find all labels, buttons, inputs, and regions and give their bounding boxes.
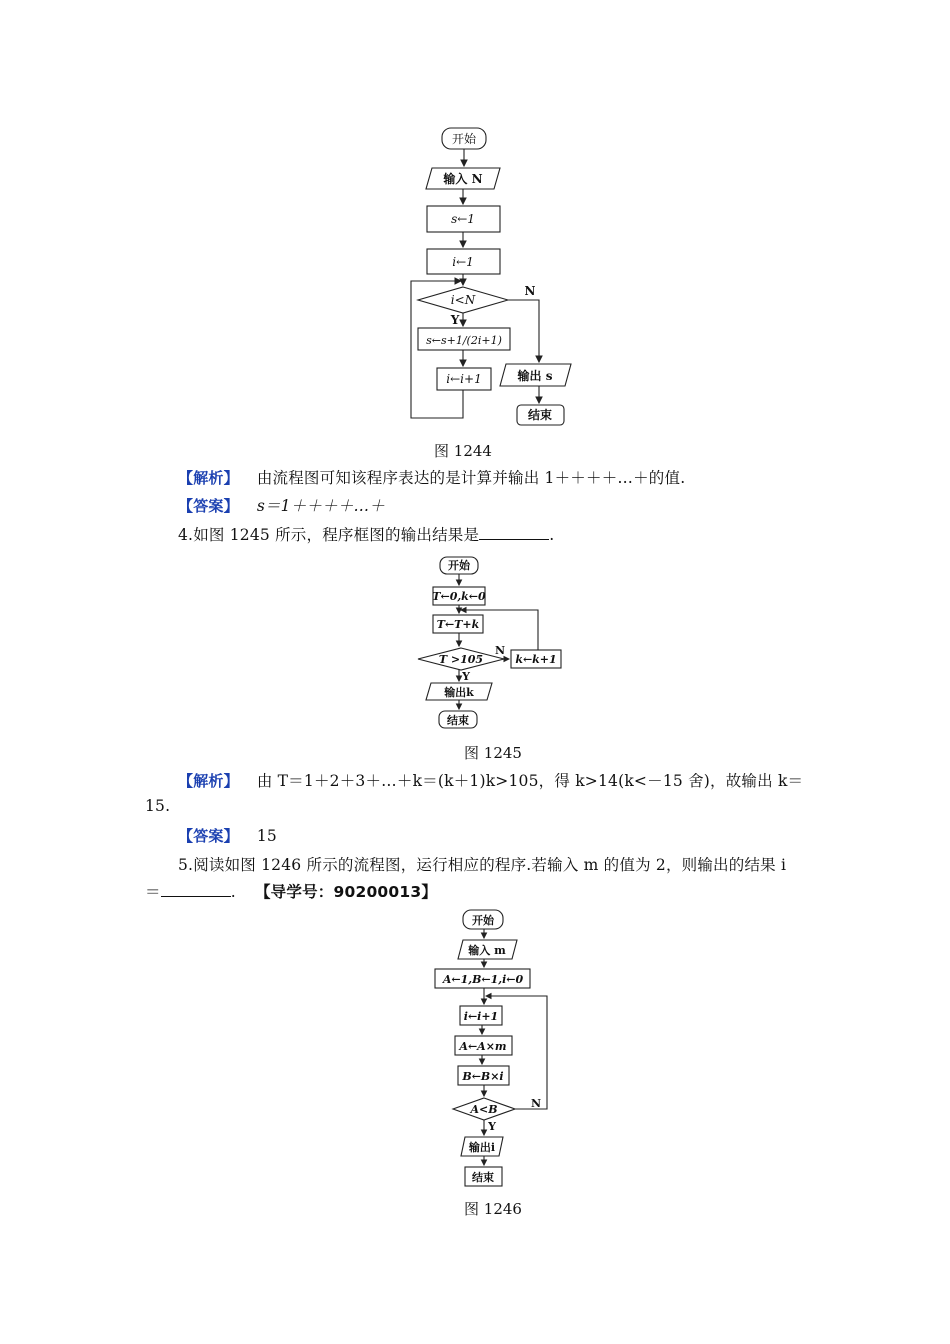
- analysis-tag: 【解析】: [178, 772, 239, 790]
- answer-blank: [161, 882, 231, 897]
- question-4: [178, 523, 554, 545]
- question-4-period: .: [549, 526, 555, 544]
- output-label: 输出i: [468, 1141, 496, 1154]
- no-label: N: [494, 644, 506, 657]
- update-i-label: i←i+1: [463, 1010, 499, 1023]
- yes-label: Y: [488, 1120, 496, 1133]
- flowchart-1246: [425, 905, 565, 1195]
- analysis-2: [178, 769, 803, 791]
- answer-1: [178, 494, 385, 516]
- update-b-label: B←B×i: [462, 1070, 504, 1083]
- condition-label: T >105: [438, 653, 484, 666]
- figure-caption-1244: 图 1244: [434, 442, 492, 460]
- update-t-label: T←T+k: [436, 618, 480, 631]
- answer-text: 15: [256, 827, 277, 845]
- start-label: 开始: [451, 132, 477, 146]
- input-label: 输入 m: [468, 944, 506, 957]
- update-a-label: A←A×m: [459, 1040, 507, 1053]
- yes-label: Y: [450, 313, 460, 327]
- end-label: 结束: [527, 408, 553, 422]
- answer-tag: 【答案】: [178, 497, 239, 515]
- question-5-continued: [145, 880, 437, 902]
- figure-caption-1245: 图 1245: [464, 744, 522, 762]
- analysis-text: 由 T＝1＋2＋3＋…＋k＝(k＋1)k>105，得 k>14(k<－15 舍)，故输出 k＝: [256, 772, 804, 790]
- input-label: 输入 N: [443, 172, 483, 186]
- question-4-text: 4.如图 1245 所示，程序框图的输出结果是: [178, 526, 480, 544]
- question-5: 5.阅读如图 1246 所示的流程图，运行相应的程序.若输入 m 的值为 2，则输出的结果 i: [178, 856, 787, 874]
- figure-caption-1246: 图 1246: [464, 1200, 522, 1218]
- start-label: 开始: [472, 914, 494, 927]
- condition-label: A<B: [470, 1103, 498, 1116]
- answer-text: s＝1＋＋＋＋…＋: [256, 497, 385, 515]
- update-k-label: k←k+1: [515, 653, 557, 666]
- analysis-text: 由流程图可知该程序表达的是计算并输出 1＋＋＋＋…＋的值.: [256, 469, 686, 487]
- condition-label: i<N: [450, 293, 476, 307]
- no-label: N: [524, 284, 536, 298]
- update-s-label: s←s+1/(2i+1): [426, 334, 502, 347]
- answer-blank: [479, 525, 549, 540]
- answer-tag: 【答案】: [178, 827, 239, 845]
- i-init-label: i←1: [452, 255, 474, 269]
- yes-label: Y: [462, 670, 470, 683]
- init-label: T←0,k←0: [432, 590, 486, 603]
- analysis-1: [178, 466, 685, 488]
- reference-number: 【导学号：90200013】: [254, 883, 438, 901]
- period: .: [230, 883, 236, 901]
- analysis-2-continued: 15.: [145, 797, 171, 815]
- update-i-label: i←i+1: [446, 372, 482, 386]
- no-label: N: [530, 1097, 542, 1110]
- end-label: 结束: [447, 714, 469, 727]
- start-label: 开始: [448, 559, 470, 572]
- analysis-tag: 【解析】: [178, 469, 239, 487]
- equals-sign: ＝: [145, 883, 161, 901]
- s-init-label: s←1: [451, 212, 475, 226]
- flowchart-1244: [400, 120, 580, 430]
- init-label: A←1,B←1,i←0: [442, 973, 524, 986]
- answer-2: [178, 825, 277, 846]
- output-label: 输出 s: [517, 369, 553, 383]
- output-label: 输出k: [444, 686, 474, 699]
- flowchart-1245: [415, 552, 565, 732]
- end-label: 结束: [472, 1171, 494, 1184]
